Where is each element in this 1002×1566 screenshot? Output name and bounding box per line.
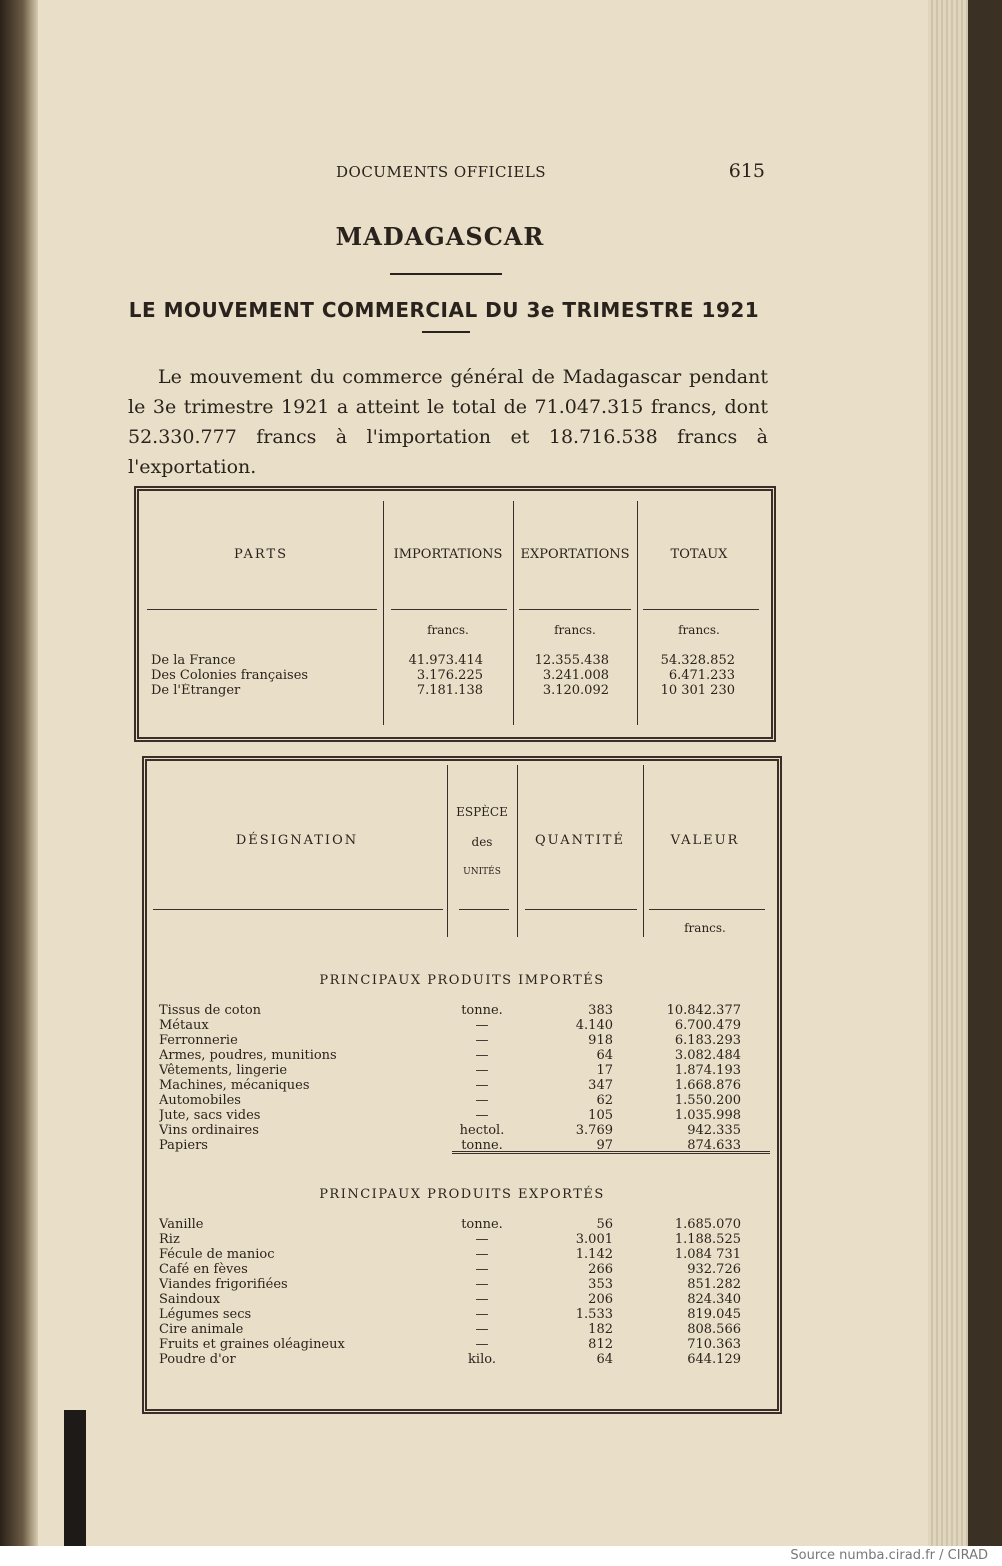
product-unit: —: [475, 1277, 489, 1292]
product-unit: —: [475, 1337, 489, 1352]
product-unit: tonne.: [461, 1003, 503, 1018]
header-rule: [391, 609, 507, 610]
page-number: 615: [728, 160, 765, 182]
product-unit: —: [475, 1078, 489, 1093]
product-value: 1.668.876: [674, 1078, 741, 1093]
intro-text: Le mouvement du commerce général de Madagascar pendant le 3e trimestre 1921 a atteint le total de 71.047.315 francs, dont 52.330.777 francs à l'importation et 18.716.538 francs à l'exportation.: [128, 366, 768, 478]
product-label: Viandes frigorifiées: [159, 1277, 288, 1292]
product-label: Tissus de coton: [159, 1003, 262, 1018]
product-quantity: 3.001: [575, 1232, 613, 1247]
product-unit: tonne.: [461, 1217, 503, 1232]
source-footer: [0, 1546, 1002, 1566]
exports-heading: PRINCIPAUX PRODUITS EXPORTÉS: [319, 1187, 605, 1202]
product-quantity: 97: [596, 1138, 613, 1153]
row-label: De l'Étranger: [151, 683, 241, 698]
section-title: LE MOUVEMENT COMMERCIAL DU 3e TRIMESTRE 1921: [128, 298, 760, 322]
title-rule: [390, 273, 502, 275]
product-value: 942.335: [687, 1123, 741, 1138]
col-divider: [517, 765, 518, 937]
product-value: 1.035.998: [674, 1108, 741, 1123]
page-edges: [928, 0, 968, 1546]
product-label: Saindoux: [159, 1292, 221, 1307]
product-quantity: 56: [596, 1217, 613, 1232]
product-value: 6.700.479: [674, 1018, 741, 1033]
header-parts: PARTS: [233, 547, 289, 562]
product-label: Riz: [159, 1232, 180, 1247]
product-quantity: 918: [588, 1033, 613, 1048]
product-unit: tonne.: [461, 1138, 503, 1153]
product-value: 851.282: [687, 1277, 741, 1292]
product-value: 3.082.484: [674, 1048, 741, 1063]
header-imports: IMPORTATIONS: [393, 547, 503, 562]
product-quantity: 266: [588, 1262, 613, 1277]
header-rule: [519, 609, 631, 610]
product-label: Métaux: [159, 1018, 209, 1033]
products-table: [142, 756, 782, 1414]
product-quantity: 347: [588, 1078, 613, 1093]
product-label: Ferronnerie: [159, 1033, 238, 1048]
product-unit: hectol.: [459, 1123, 505, 1138]
product-label: Légumes secs: [159, 1307, 252, 1322]
row-imports: 7.181.138: [416, 683, 483, 698]
product-label: Vins ordinaires: [159, 1123, 259, 1138]
product-label: Fécule de manioc: [159, 1247, 275, 1262]
row-imports: 41.973.414: [408, 653, 483, 668]
product-quantity: 206: [588, 1292, 613, 1307]
product-value: 819.045: [687, 1307, 741, 1322]
bookmark-ribbon: [64, 1410, 86, 1550]
product-quantity: 64: [596, 1048, 613, 1063]
book-gutter: [0, 0, 38, 1546]
imports-heading: PRINCIPAUX PRODUITS IMPORTÉS: [319, 973, 605, 988]
product-quantity: 4.140: [575, 1018, 613, 1033]
product-unit: —: [475, 1033, 489, 1048]
product-value: 932.726: [687, 1262, 741, 1277]
unit-label: francs.: [427, 623, 469, 637]
row-label: De la France: [151, 653, 236, 668]
subtitle-rule: [422, 331, 470, 333]
product-quantity: 812: [588, 1337, 613, 1352]
product-value: 10.842.377: [666, 1003, 741, 1018]
header-des: des: [471, 835, 493, 849]
product-value: 824.340: [687, 1292, 741, 1307]
product-label: Armes, poudres, munitions: [159, 1048, 337, 1063]
row-exports: 3.241.008: [542, 668, 609, 683]
product-unit: —: [475, 1048, 489, 1063]
product-value: 6.183.293: [674, 1033, 741, 1048]
product-value: 710.363: [687, 1337, 741, 1352]
product-unit: —: [475, 1307, 489, 1322]
header-espece: ESPÈCE: [456, 805, 508, 819]
header-designation: DÉSIGNATION: [235, 833, 359, 848]
row-exports: 3.120.092: [542, 683, 609, 698]
product-value: 1.084 731: [674, 1247, 741, 1262]
product-unit: —: [475, 1018, 489, 1033]
source-credit: Source numba.cirad.fr / CIRAD: [790, 1548, 988, 1563]
product-unit: —: [475, 1108, 489, 1123]
row-label: Des Colonies françaises: [151, 668, 309, 683]
product-value: 1.685.070: [674, 1217, 741, 1232]
product-quantity: 3.769: [575, 1123, 613, 1138]
product-label: Cire animale: [159, 1322, 244, 1337]
product-label: Automobiles: [159, 1093, 241, 1108]
product-quantity: 64: [596, 1352, 613, 1367]
product-unit: —: [475, 1063, 489, 1078]
product-unit: —: [475, 1093, 489, 1108]
page-title: MADAGASCAR: [335, 222, 545, 251]
product-quantity: 17: [596, 1063, 613, 1078]
header-rule: [649, 909, 765, 910]
product-unit: kilo.: [468, 1352, 496, 1367]
running-title: DOCUMENTS OFFICIELS: [336, 163, 547, 181]
product-label: Poudre d'or: [159, 1352, 236, 1367]
product-label: Papiers: [159, 1138, 208, 1153]
product-value: 644.129: [687, 1352, 741, 1367]
row-total: 54.328.852: [660, 653, 735, 668]
product-label: Café en fèves: [159, 1262, 248, 1277]
header-rule: [153, 909, 443, 910]
row-total: 10 301 230: [660, 683, 735, 698]
product-unit: —: [475, 1247, 489, 1262]
product-unit: —: [475, 1232, 489, 1247]
header-unites: UNITÉS: [463, 867, 501, 877]
product-value: 1.188.525: [674, 1232, 741, 1247]
product-value: 808.566: [687, 1322, 741, 1337]
product-unit: —: [475, 1322, 489, 1337]
product-value: 1.874.193: [674, 1063, 741, 1078]
product-label: Jute, sacs vides: [159, 1108, 261, 1123]
product-label: Machines, mécaniques: [159, 1078, 310, 1093]
row-total: 6.471.233: [668, 668, 735, 683]
row-exports: 12.355.438: [534, 653, 609, 668]
unit-label: francs.: [684, 921, 726, 935]
product-label: Fruits et graines oléagineux: [159, 1337, 345, 1352]
header-rule: [147, 609, 377, 610]
col-divider: [643, 765, 644, 937]
unit-label: francs.: [554, 623, 596, 637]
product-label: Vêtements, lingerie: [159, 1063, 288, 1078]
col-divider: [447, 765, 448, 937]
product-label: Vanille: [159, 1217, 204, 1232]
header-rule: [643, 609, 759, 610]
row-imports: 3.176.225: [416, 668, 483, 683]
product-quantity: 105: [588, 1108, 613, 1123]
product-quantity: 1.142: [575, 1247, 613, 1262]
header-quantite: QUANTITÉ: [535, 833, 625, 848]
product-quantity: 182: [588, 1322, 613, 1337]
header-exports: EXPORTATIONS: [520, 547, 630, 562]
product-quantity: 383: [588, 1003, 613, 1018]
product-unit: —: [475, 1262, 489, 1277]
header-valeur: VALEUR: [670, 833, 740, 848]
parts-table: [134, 486, 776, 742]
product-value: 874.633: [687, 1138, 741, 1153]
unit-label: francs.: [678, 623, 720, 637]
product-quantity: 62: [596, 1093, 613, 1108]
product-unit: —: [475, 1292, 489, 1307]
product-quantity: 1.533: [575, 1307, 613, 1322]
product-quantity: 353: [588, 1277, 613, 1292]
intro-paragraph: [128, 362, 768, 482]
header-totals: TOTAUX: [670, 547, 728, 562]
header-rule: [525, 909, 637, 910]
header-rule: [459, 909, 509, 910]
product-value: 1.550.200: [674, 1093, 741, 1108]
